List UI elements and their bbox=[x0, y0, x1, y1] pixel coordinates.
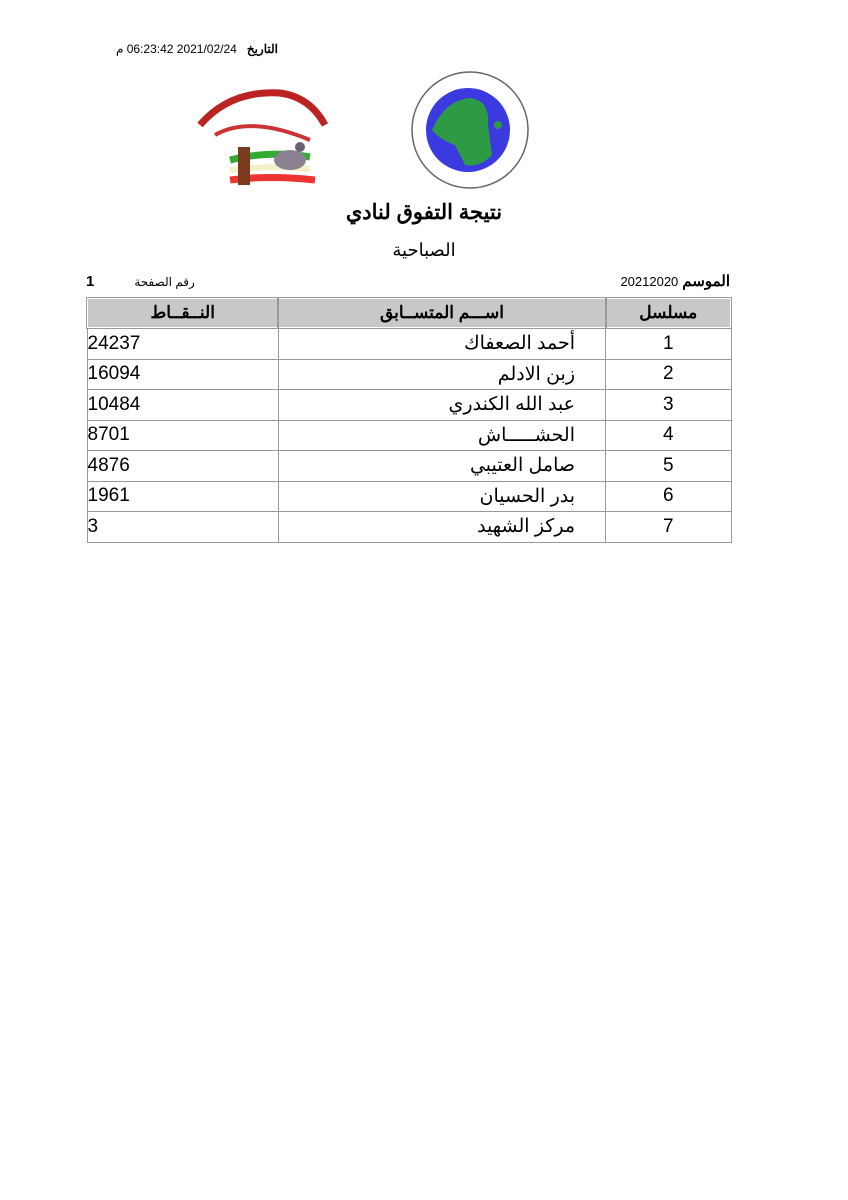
cell-points: 3 bbox=[87, 512, 278, 543]
federation-logo bbox=[410, 70, 530, 190]
table-row bbox=[87, 512, 731, 543]
cell-serial: 7 bbox=[606, 512, 731, 543]
cell-points: 1961 bbox=[87, 481, 278, 512]
club-logo bbox=[190, 85, 330, 190]
cell-name: عبد الله الكندري bbox=[278, 390, 605, 421]
cell-points: 4876 bbox=[87, 451, 278, 482]
season-label: الموسم bbox=[682, 273, 730, 290]
club-name: الصباحية bbox=[392, 240, 456, 260]
cell-serial: 4 bbox=[606, 420, 731, 451]
page-number-label: رقم الصفحة bbox=[134, 275, 195, 289]
header-serial: مسلسل bbox=[606, 298, 731, 328]
cell-serial: 3 bbox=[606, 390, 731, 421]
cell-serial: 1 bbox=[606, 328, 731, 359]
results-table bbox=[86, 297, 732, 543]
cell-serial: 6 bbox=[606, 481, 731, 512]
table-row bbox=[87, 451, 731, 482]
cell-points: 24237 bbox=[87, 328, 278, 359]
cell-name: أحمد الصعفاك bbox=[278, 328, 605, 359]
season bbox=[620, 272, 730, 290]
cell-name: زبن الادلم bbox=[278, 359, 605, 390]
date-label: التاريخ bbox=[246, 42, 278, 56]
table-row bbox=[87, 359, 731, 390]
table-row bbox=[87, 481, 731, 512]
page-title: نتيجة التفوق لنادي bbox=[345, 201, 503, 224]
table-header-row bbox=[87, 298, 731, 328]
table-row bbox=[87, 390, 731, 421]
cell-serial: 2 bbox=[606, 359, 731, 390]
table-row bbox=[87, 328, 731, 359]
cell-serial: 5 bbox=[606, 451, 731, 482]
cell-name: مركز الشهيد bbox=[278, 512, 605, 543]
cell-points: 16094 bbox=[87, 359, 278, 390]
date-value: 2021/02/24 06:23:42 م bbox=[115, 42, 237, 56]
page-number bbox=[86, 273, 195, 290]
table-row bbox=[87, 420, 731, 451]
cell-points: 8701 bbox=[87, 420, 278, 451]
cell-name: بدر الحسيان bbox=[278, 481, 605, 512]
cell-name: الحشـــــاش bbox=[278, 420, 605, 451]
header-points: النــقــاط bbox=[87, 298, 278, 328]
report-date bbox=[78, 42, 278, 56]
page-number-value: 1 bbox=[86, 273, 95, 290]
header-name: اســـم المتســابق bbox=[278, 298, 605, 328]
cell-name: صامل العتيبي bbox=[278, 451, 605, 482]
cell-points: 10484 bbox=[87, 390, 278, 421]
season-value: 20212020 bbox=[620, 274, 679, 289]
